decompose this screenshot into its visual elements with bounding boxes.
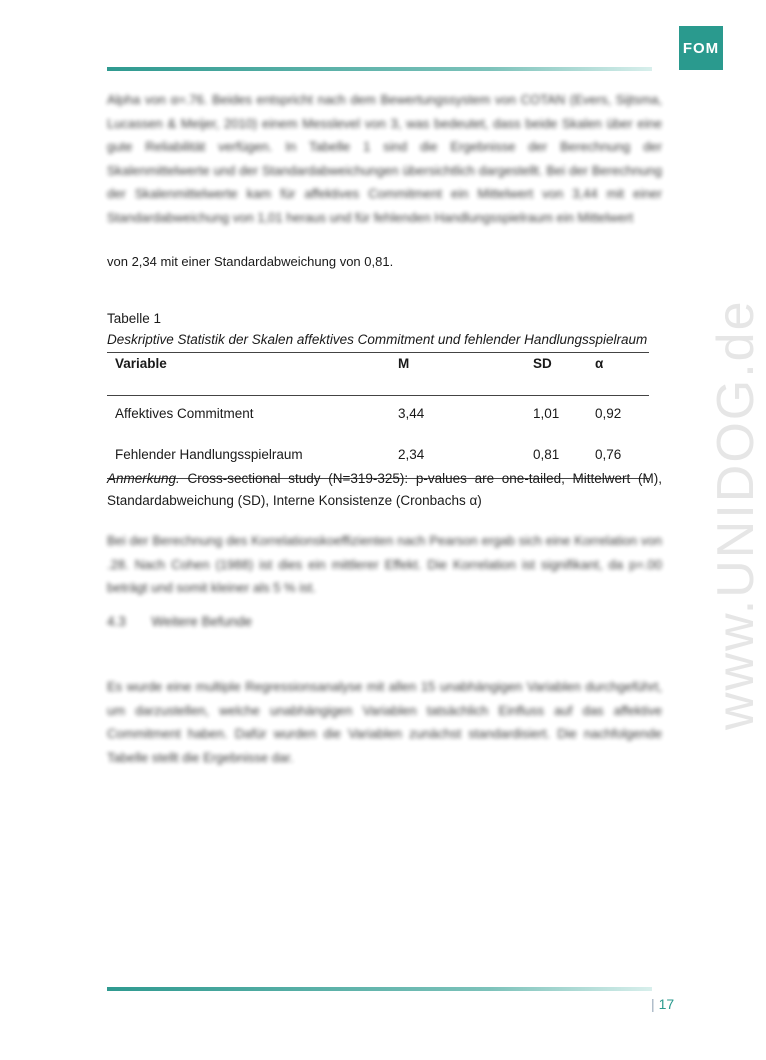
footer-rule bbox=[107, 987, 652, 991]
watermark-text: www.UNIDOG.de bbox=[707, 299, 765, 730]
cell-sd: 0,81 bbox=[533, 447, 560, 462]
header-variable: Variable bbox=[115, 356, 167, 371]
fom-logo bbox=[679, 26, 723, 70]
cell-variable: Affektives Commitment bbox=[115, 406, 254, 421]
note-lead: Anmerkung. bbox=[107, 471, 180, 486]
cell-sd: 1,01 bbox=[533, 406, 560, 421]
statistics-table bbox=[107, 352, 649, 479]
cell-variable: Fehlender Handlungsspielraum bbox=[115, 447, 303, 462]
page-number-value: 17 bbox=[658, 996, 675, 1012]
paragraph-2-blurred: Bei der Berechnung des Korrelationskoeffizienten nach Pearson ergab sich eine Korrelation von .28. Nach Cohen (1988) ist dies ein mittlerer Effekt. Die Korrelation ist signifikant, da p=.00 beträgt und somit kleiner als 5 % ist. bbox=[107, 533, 662, 596]
cell-alpha: 0,76 bbox=[595, 447, 622, 462]
header-m: M bbox=[398, 356, 410, 371]
page-separator: | bbox=[651, 996, 655, 1012]
table-row bbox=[107, 396, 649, 437]
table-label: Tabelle 1 bbox=[107, 311, 162, 326]
section-heading bbox=[107, 614, 252, 629]
table-header-row bbox=[107, 353, 649, 396]
table-caption: Deskriptive Statistik der Skalen affektives Commitment und fehlender Handlungsspielraum bbox=[107, 332, 648, 347]
cell-m: 2,34 bbox=[398, 447, 425, 462]
paragraph-1-last-line: von 2,34 mit einer Standardabweichung von 0,81. bbox=[107, 254, 394, 269]
paragraph-1-text: Alpha von α=.76. Beides entspricht nach dem Bewertungssystem von COTAN (Evers, Sijtsma, Lucassen & Meijer, 2010) einem Messlevel von 3, was bedeutet, dass beide Skalen über eine gute Reliabilität verfügen. In Tabelle 1 sind die Ergebnisse der Berechnung der Skalenmittelwerte und der Standardabweichungen übersichtlich dargestellt. Bei der Berechnung der Skalenmittelwerte kam für affektives Commitment ein Mittelwert von 3,44 mit einer Standardabweichung von 1,01 heraus und für fehlenden Handlungsspielraum ein Mittelwert bbox=[107, 92, 662, 225]
cell-m: 3,44 bbox=[398, 406, 425, 421]
paragraph-1-blurred bbox=[107, 88, 662, 252]
table-note bbox=[107, 468, 662, 512]
cell-alpha: 0,92 bbox=[595, 406, 622, 421]
header-alpha: α bbox=[595, 356, 604, 371]
header-rule bbox=[107, 67, 652, 71]
paragraph-3-blurred: Es wurde eine multiple Regressionsanalyse mit allen 15 unabhängigen Variablen durchgeführt, um darzustellen, welche unabhängigen Variablen tatsächlich Einfluss auf das affektive Commitment haben. Dafür wurden die Variablen zunächst standardisiert. Die nachfolgende Tabelle stellt die Ergebnisse dar. bbox=[107, 679, 662, 765]
page-number bbox=[651, 996, 674, 1012]
logo-text: FOM bbox=[682, 39, 720, 57]
note-text: Cross-sectional study (N=319-325): p-values are one-tailed, Mittelwert (M), Standardabweichung (SD), Interne Konsistenze (Cronbachs α) bbox=[107, 471, 662, 508]
section-title: Weitere Befunde bbox=[151, 614, 252, 629]
section-number: 4.3 bbox=[107, 614, 126, 629]
header-sd: SD bbox=[533, 356, 552, 371]
